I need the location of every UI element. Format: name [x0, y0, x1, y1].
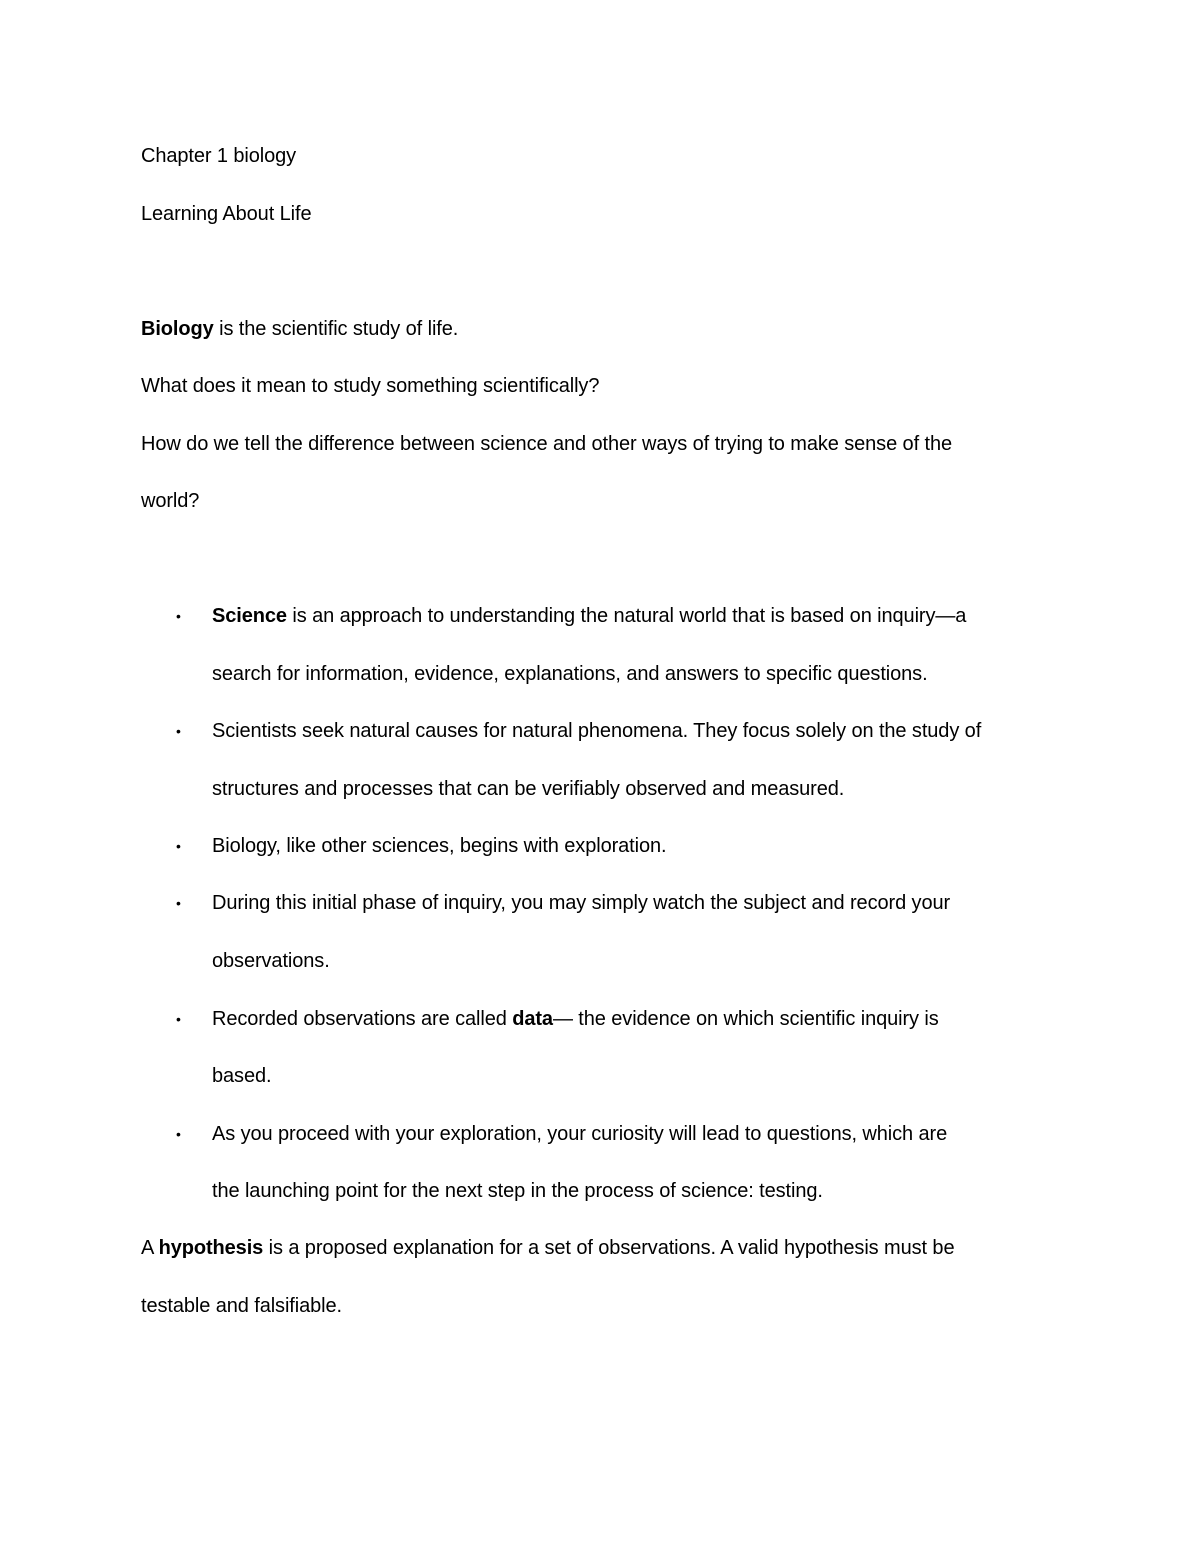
bullet-2-line-1: Scientists seek natural causes for natural phenomena. They focus solely on the study of — [212, 720, 982, 742]
bullet-2-line-2: structures and processes that can be verifiably observed and measured. — [212, 778, 845, 800]
question-1: What does it mean to study something scientifically? — [141, 375, 600, 397]
hypothesis-text-pre: A — [141, 1237, 159, 1259]
hypothesis-line-1 — [141, 1234, 954, 1262]
bullet-4-line-2: observations. — [212, 950, 330, 972]
bullet-marker: • — [176, 723, 181, 739]
document-title: Chapter 1 biology — [141, 145, 297, 167]
question-2-line-2: world? — [141, 490, 200, 512]
bullet-6-line-2: the launching point for the next step in the process of science: testing. — [212, 1180, 823, 1202]
bullet-1-line-1 — [212, 602, 966, 630]
hypothesis-text-post: is a proposed explanation for a set of observations. A valid hypothesis must be — [263, 1237, 955, 1259]
bullet-5-text-pre: Recorded observations are called — [212, 1008, 513, 1030]
term-biology: Biology — [141, 318, 214, 340]
bullet-marker: • — [176, 895, 181, 911]
biology-definition — [141, 315, 458, 343]
bullet-3-line-1: Biology, like other sciences, begins with exploration. — [212, 835, 667, 857]
hypothesis-line-2: testable and falsifiable. — [141, 1295, 342, 1317]
biology-definition-text: is the scientific study of life. — [213, 318, 459, 340]
bullet-5-line-2: based. — [212, 1065, 272, 1087]
document-subtitle: Learning About Life — [141, 203, 312, 225]
bullet-marker: • — [176, 1126, 181, 1142]
bullet-5-text-post: — the evidence on which scientific inquiry is — [552, 1008, 939, 1030]
term-data: data — [512, 1008, 553, 1030]
bullet-1-text: is an approach to understanding the natural world that is based on inquiry—a — [286, 605, 967, 627]
bullet-4-line-1: During this initial phase of inquiry, you may simply watch the subject and record your — [212, 892, 951, 914]
bullet-5-line-1 — [212, 1005, 939, 1033]
bullet-1-line-2: search for information, evidence, explanations, and answers to specific questions. — [212, 663, 928, 685]
bullet-marker: • — [176, 838, 181, 854]
term-science: Science — [212, 605, 287, 627]
term-hypothesis: hypothesis — [158, 1237, 264, 1259]
bullet-marker: • — [176, 1011, 181, 1027]
bullet-marker: • — [176, 608, 181, 624]
question-2-line-1: How do we tell the difference between science and other ways of trying to make sense of the — [141, 433, 952, 455]
bullet-6-line-1: As you proceed with your exploration, your curiosity will lead to questions, which are — [212, 1123, 948, 1145]
